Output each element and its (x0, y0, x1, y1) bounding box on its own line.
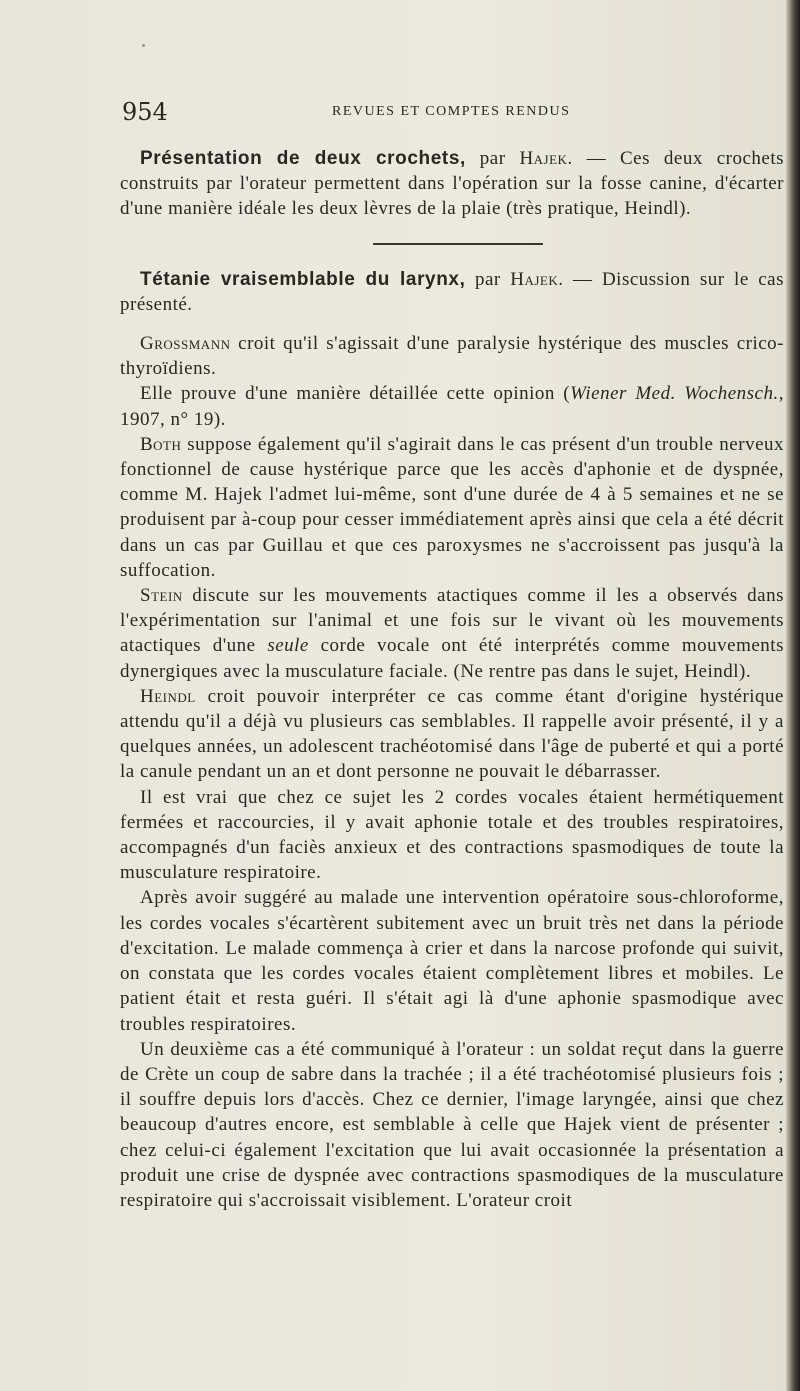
author-name: Hajek (510, 268, 559, 290)
section-title: Présentation de deux crochets, (140, 148, 466, 169)
article-body (120, 146, 784, 1213)
speaker-name: Grossmann (140, 333, 231, 355)
paragraph-grossmann: Grossmann croit qu'il s'agissait d'une paralysie hystérique des muscles crico-thyroïdiens. (120, 333, 784, 380)
author-name: Hajek (519, 148, 568, 169)
section-title: Tétanie vraisemblable du larynx, (140, 268, 466, 290)
section-divider (373, 243, 543, 245)
paragraph-il-est-vrai: Il est vrai que chez ce sujet les 2 cordes vocales étaient hermétiquement fermées et raccourcies, il y avait aphonie totale et des troubles respiratoires, accompagnés d'un faciès anxieux et des contractions spasmodiques de toute la musculature respiratoire. (120, 786, 784, 884)
page-header (122, 98, 782, 138)
paragraph-heindl: Heindl croit pouvoir interpréter ce cas comme étant d'origine hystérique attendu qu'il a déjà vu plusieurs cas semblables. Il rappelle avoir présenté, il y a quelques années, un adolescent trachéotomisé dans l'âge de puberté et qui a porté la canule pendant un an et dont personne ne pouvait le débarrasser. (120, 685, 784, 783)
paragraph-both: Both suppose également qu'il s'agirait dans le cas présent d'un trouble nerveux fonctionnel de cause hystérique parce que les accès d'aphonie et de dyspnée, comme M. Hajek l'admet lui-même, sont d'une durée de 4 à 5 semaines et ne se produisent par à-coup pour cesser immédiatement après ainsi que cela a été décrit dans un cas par Guillau et que ces paroxysmes ne s'accroissent pas jusqu'à la suffocation. (120, 433, 784, 581)
paragraph-elle-prouve: Elle prouve d'une manière détaillée cette opinion (Wiener Med. Wochensch., 1907, n° 19). (120, 383, 784, 430)
speaker-name: Both (140, 433, 182, 455)
paragraph-apres-avoir: Après avoir suggéré au malade une intervention opératoire sous-chloroforme, les cordes vocales s'écartèrent subitement avec un bruit très net dans la période d'excitation. Le malade commença à crier et dans la narcose profonde qui suivit, on constata que les cordes vocales étaient complètement libres et mobiles. Le patient était et resta guéri. Il s'était agi là d'une aphonie spasmodique avec troubles respiratoires. (120, 887, 784, 1035)
speaker-name: Heindl (140, 685, 196, 707)
speaker-name: Stein (140, 585, 183, 607)
running-title: REVUES ET COMPTES RENDUS (332, 104, 571, 119)
book-spine-shadow (786, 0, 800, 1391)
section-presentation-crochets: Présentation de deux crochets, par Hajek. — Ces deux crochets construits par l'orateur permettent dans l'opération sur la fosse canine, d'écarter d'une manière idéale les deux lèvres de la plaie (très pratique, Heindl). (120, 148, 785, 220)
journal-citation: Wiener Med. Wochensch. (570, 383, 779, 405)
emphasis: seule (267, 635, 309, 657)
section-tetanie-larynx: Tétanie vraisemblable du larynx, par Hajek. — Discussion sur le cas présenté. (120, 268, 785, 315)
paragraph-stein: Stein discute sur les mouvements atactiques comme il les a observés dans l'expérimentation sur l'animal et une fois sur le vivant où les mouvements atactiques d'une seule corde vocale ont été interprétés comme mouvements dynergiques avec la musculature faciale. (Ne rentre pas dans le sujet, Heindl). (120, 585, 784, 682)
paragraph-deuxieme-cas: Un deuxième cas a été communiqué à l'orateur : un soldat reçut dans la guerre de Crète un coup de sabre dans la trachée ; il a été trachéotomisé plusieurs fois ; il souffre depuis lors d'accès. Chez ce dernier, l'image laryngée, ainsi que chez beaucoup d'autres encore, est semblable à celle que Hajek vient de présenter ; chez celui-ci également l'excitation que lui avait occasionnée la présentation a produit une crise de dyspnée avec contractions spasmodiques de la musculature respiratoire qui s'accroissait visiblement. L'orateur croit (120, 1038, 784, 1211)
paper-speck (142, 44, 145, 47)
page-number: 954 (122, 98, 168, 126)
